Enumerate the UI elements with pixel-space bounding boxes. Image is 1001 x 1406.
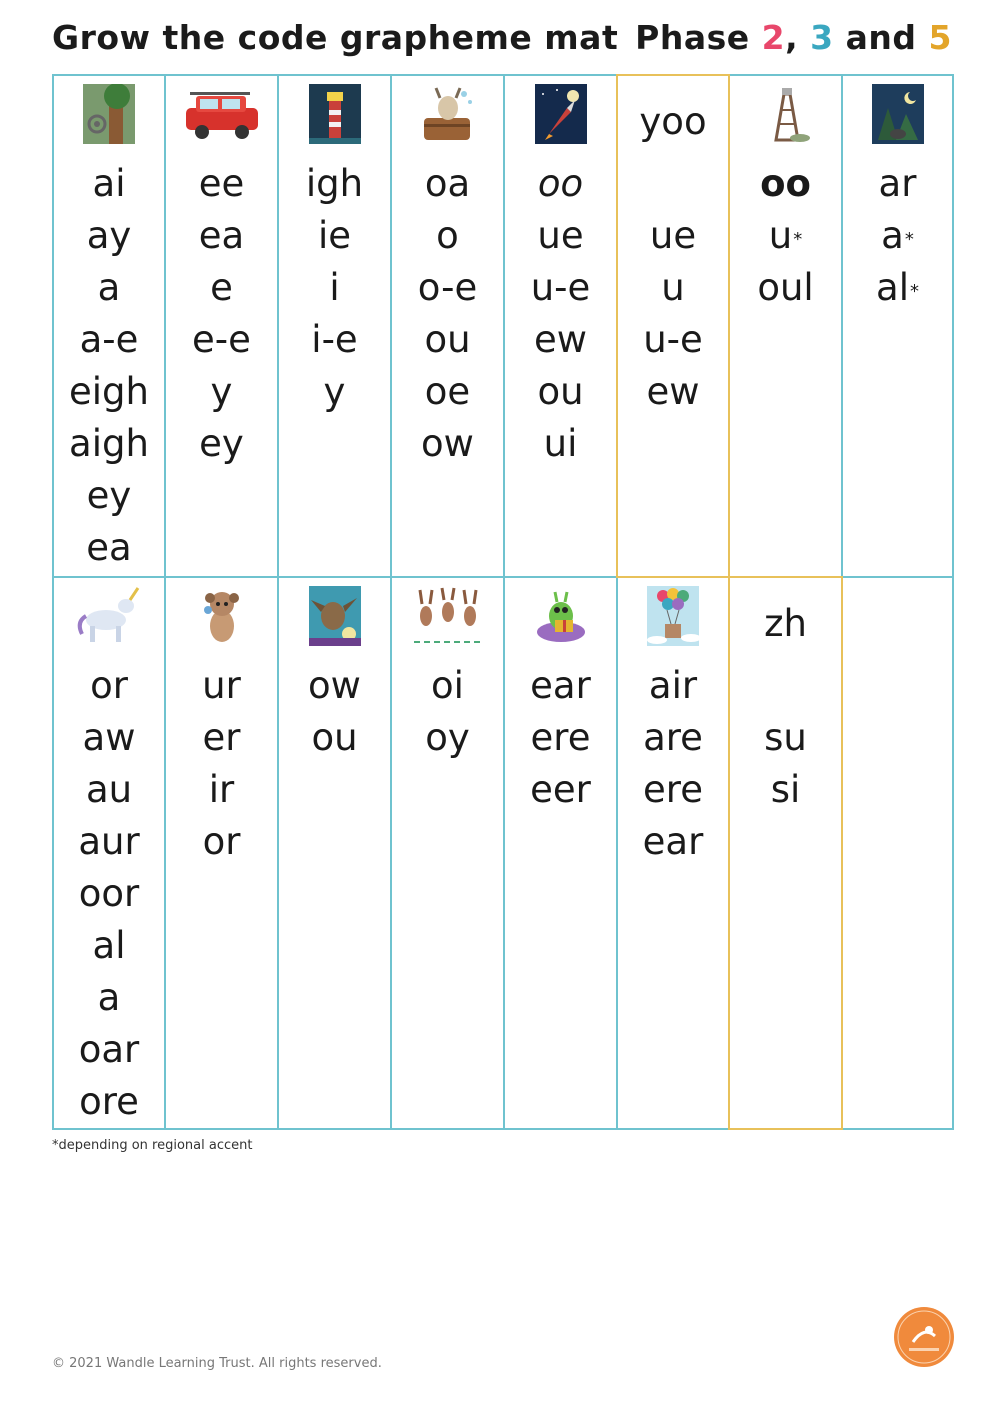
grapheme: o <box>436 214 459 257</box>
grapheme-cell-ow <box>277 576 392 1130</box>
grapheme-list <box>618 660 728 868</box>
grapheme: ow <box>421 422 474 465</box>
accent-note-marker: * <box>904 229 914 250</box>
grapheme: are <box>643 716 703 759</box>
grapheme-cell-zh <box>728 576 843 1130</box>
grapheme-list <box>505 660 616 816</box>
grapheme-cell-ai <box>52 74 166 578</box>
grapheme-cell-ar <box>841 74 954 578</box>
copyright: © 2021 Wandle Learning Trust. All rights reserved. <box>52 1356 382 1371</box>
grapheme: oy <box>425 716 470 759</box>
tower-icon <box>760 84 812 144</box>
grapheme: e-e <box>192 318 251 361</box>
grapheme: oul <box>757 266 814 309</box>
grapheme: ur <box>202 664 241 707</box>
footnote: *depending on regional accent <box>52 1138 253 1153</box>
grapheme: ue <box>649 214 697 257</box>
grapheme-cell-yoo <box>616 74 730 578</box>
grapheme-list <box>166 158 277 470</box>
grapheme: eigh <box>69 370 149 413</box>
grapheme: oe <box>424 370 471 413</box>
grapheme-cell-oa <box>390 74 505 578</box>
grapheme-cell-air <box>616 576 730 1130</box>
grapheme: a <box>97 976 121 1019</box>
phase-2-number: 2 <box>761 18 786 57</box>
lighthouse-icon <box>309 84 361 144</box>
goat-bath-icon <box>418 84 478 144</box>
night-park-icon <box>872 84 924 144</box>
page-header <box>52 18 952 68</box>
page-title: Grow the code grapheme mat <box>52 18 619 57</box>
cell-heading: yoo <box>639 100 707 143</box>
grapheme: si <box>770 768 801 811</box>
grapheme: al* <box>876 266 919 309</box>
owl-icon <box>309 586 361 646</box>
grapheme: ea <box>86 526 132 569</box>
grapheme-list <box>730 158 841 314</box>
grapheme: oar <box>78 1028 140 1071</box>
red-car-icon <box>180 84 264 144</box>
grapheme-cell-ee <box>164 74 279 578</box>
grapheme-list <box>279 158 390 418</box>
grapheme-cell-oi <box>390 576 505 1130</box>
grapheme-list <box>505 158 616 470</box>
grapheme: a* <box>881 214 914 257</box>
grapheme: or <box>202 820 241 863</box>
grapheme: or <box>90 664 128 707</box>
grapheme: ore <box>79 1080 139 1123</box>
snail-tree-icon <box>83 84 135 144</box>
phase-separator: , <box>785 18 799 57</box>
curly-dog-icon <box>196 586 248 646</box>
grapheme: ew <box>646 370 700 413</box>
alien-gift-icon <box>531 586 591 646</box>
grapheme: u <box>661 266 685 309</box>
accent-note-marker: * <box>909 281 919 302</box>
grapheme-cell-ear <box>503 576 618 1130</box>
grapheme-list <box>279 660 390 764</box>
grapheme: su <box>764 716 807 759</box>
phase-word: Phase <box>635 18 750 57</box>
grapheme: o-e <box>417 266 478 309</box>
grapheme: y <box>210 370 233 413</box>
grapheme: ay <box>86 214 132 257</box>
balloons-icon <box>647 586 699 646</box>
grapheme-list <box>166 660 277 868</box>
grapheme: ea <box>198 214 245 257</box>
grapheme: ui <box>543 422 578 465</box>
grapheme-spacer <box>618 158 728 210</box>
grapheme-list <box>392 660 503 764</box>
grapheme-list <box>730 660 841 816</box>
grapheme: aw <box>82 716 136 759</box>
grapheme: a-e <box>79 318 139 361</box>
and-word: and <box>845 18 917 57</box>
grapheme: al <box>92 924 126 967</box>
grapheme: i-e <box>311 318 358 361</box>
grapheme-list <box>54 660 164 1128</box>
grapheme: er <box>202 716 241 759</box>
grapheme: ow <box>308 664 361 707</box>
grapheme-cell-igh <box>277 74 392 578</box>
grapheme: oo <box>537 162 584 205</box>
grapheme: ey <box>199 422 244 465</box>
grapheme-cell-empty <box>841 576 954 1130</box>
grapheme-list <box>54 158 164 574</box>
grapheme: ou <box>311 716 358 759</box>
grapheme: ere <box>643 768 703 811</box>
unicorn-icon <box>74 586 144 646</box>
grapheme-cell-ur <box>164 576 279 1130</box>
grapheme-list <box>843 158 952 314</box>
grapheme: y <box>323 370 346 413</box>
grapheme: ue <box>537 214 584 257</box>
grapheme: ir <box>208 768 235 811</box>
grapheme: a <box>97 266 121 309</box>
grapheme: e <box>210 266 233 309</box>
grapheme: u-e <box>643 318 703 361</box>
grapheme-grid <box>52 74 954 1130</box>
grapheme-cell-oo-short <box>728 74 843 578</box>
grapheme: oo <box>760 162 811 205</box>
accent-note-marker: * <box>793 229 803 250</box>
grapheme-cell-or <box>52 576 166 1130</box>
grapheme: ai <box>92 162 126 205</box>
letters-and-sounds-logo <box>893 1306 955 1368</box>
grapheme: oi <box>431 664 464 707</box>
cell-heading: zh <box>764 602 807 645</box>
grapheme: igh <box>305 162 364 205</box>
grapheme: ear <box>642 820 704 863</box>
phase-label <box>635 18 952 57</box>
grapheme: aigh <box>69 422 149 465</box>
grapheme: ee <box>198 162 245 205</box>
grapheme: eer <box>530 768 591 811</box>
grapheme: ie <box>317 214 352 257</box>
grapheme-list <box>618 158 728 418</box>
phase-5-number: 5 <box>928 18 952 57</box>
grapheme: ar <box>878 162 917 205</box>
grapheme-spacer <box>730 660 841 712</box>
grapheme: aur <box>78 820 140 863</box>
grapheme: oor <box>78 872 140 915</box>
grapheme: oa <box>424 162 471 205</box>
grapheme: air <box>648 664 698 707</box>
grapheme: ou <box>537 370 584 413</box>
grapheme: ou <box>424 318 471 361</box>
grapheme: au <box>85 768 133 811</box>
grapheme: ere <box>530 716 591 759</box>
grapheme-list <box>392 158 503 470</box>
phase-3-number: 3 <box>810 18 834 57</box>
grapheme: ew <box>533 318 588 361</box>
grapheme: ey <box>86 474 132 517</box>
grapheme: ear <box>530 664 591 707</box>
grapheme: u* <box>768 214 803 257</box>
grapheme-cell-oo-long <box>503 74 618 578</box>
dancing-rabbits-icon <box>410 586 486 646</box>
grapheme: u-e <box>530 266 591 309</box>
rocket-icon <box>535 84 587 144</box>
grapheme: i <box>329 266 340 309</box>
